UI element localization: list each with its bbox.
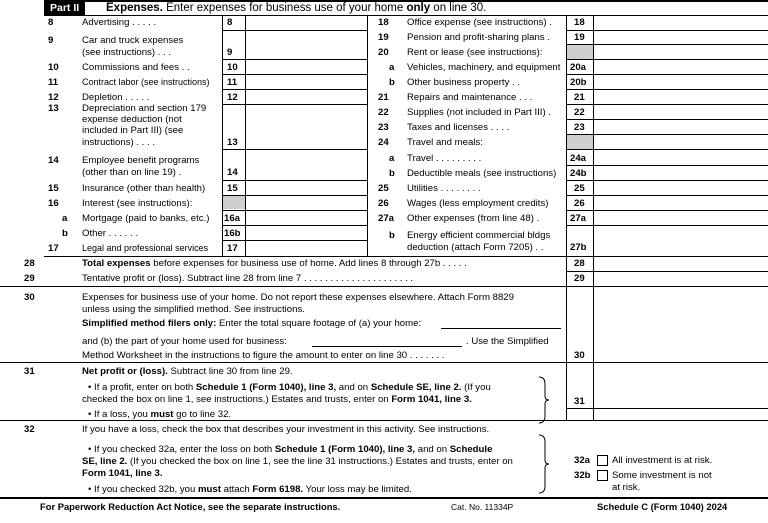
line-30-text3	[82, 318, 421, 329]
line-27b-label2: deduction (attach Form 7205) . .	[407, 242, 544, 253]
line-30-text4a: and (b) the part of your home used for business:	[82, 336, 287, 347]
line-16a-box: 16a	[224, 213, 241, 224]
line-32-b2a: SE, line 2.	[82, 456, 128, 467]
option-32a-text: All investment is at risk.	[612, 455, 713, 466]
line-14-label: Employee benefit programs	[82, 155, 200, 166]
line-31-b1e: (If you	[461, 382, 491, 393]
line-24-num: 24	[378, 137, 389, 148]
line-32-b1a: • If you checked 32a, enter the loss on both	[88, 444, 275, 455]
line-32-b1b: Schedule 1 (Form 1040), line 3,	[274, 444, 416, 455]
line-20a-label: Vehicles, machinery, and equipment	[407, 62, 561, 73]
line-27b-label: Energy efficient commercial bldgs	[407, 230, 551, 241]
line-29-box: 29	[574, 273, 585, 284]
line-22-num: 22	[378, 107, 389, 118]
part-title-b: on line 30.	[430, 2, 487, 14]
line-16b-num: b	[62, 228, 68, 239]
line-24b-box: 24b	[570, 168, 587, 179]
line-27a-label: Other expenses (from line 48) .	[407, 213, 540, 224]
line-23-label: Taxes and licenses . . . .	[407, 122, 510, 133]
line-25-box: 25	[574, 183, 585, 194]
checkbox-32a[interactable]	[597, 455, 608, 466]
line-27b-num: b	[389, 230, 395, 241]
line-29-label: Tentative profit or (loss). Subtract line 28 from line 7 . . . . . . . . . . . . . . . . . . . . .	[82, 273, 414, 284]
line-22-box: 22	[574, 107, 585, 118]
line-24-label: Travel and meals:	[407, 137, 483, 148]
line-32-b2b: (If you checked the box on line 1, see the line 31 instructions.) Estates and trusts, enter on	[127, 456, 513, 467]
line-32-b1c: and on	[415, 444, 450, 455]
line-32-bullet1	[88, 444, 492, 455]
line-31-b3b: must	[150, 409, 174, 420]
line-9-label: Car and truck expenses	[82, 35, 184, 46]
line-32-b1d: Schedule	[449, 444, 493, 455]
line-24b-num: b	[389, 168, 395, 179]
checkbox-32b[interactable]	[597, 470, 608, 481]
line-12-label: Depletion . . . . .	[82, 92, 150, 103]
line-10-num: 10	[48, 62, 59, 73]
line-30-num: 30	[24, 292, 35, 303]
line-9-label2: (see instructions) . . .	[82, 47, 172, 58]
line-13-label3: included in Part III) (see	[82, 125, 184, 136]
line-17-label: Legal and professional services	[82, 243, 209, 253]
footer-notice: For Paperwork Reduction Act Notice, see the separate instructions.	[40, 501, 341, 512]
line-14-num: 14	[48, 155, 59, 166]
line-25-label: Utilities . . . . . . . .	[407, 183, 481, 194]
option-32b-text1: Some investment is not	[612, 470, 712, 481]
footer-cat-no: Cat. No. 11334P	[451, 502, 514, 512]
part-badge: Part II	[44, 1, 85, 15]
line-17-num: 17	[48, 243, 59, 254]
line-27a-box: 27a	[570, 213, 587, 224]
line-13-num: 13	[48, 103, 59, 114]
line-18-num: 18	[378, 17, 389, 28]
line-16b-label: Other . . . . . .	[82, 228, 138, 239]
line-30-text3-rest: Enter the total square footage of (a) your home:	[216, 318, 422, 329]
line-8-label: Advertising . . . . .	[82, 17, 157, 28]
line-32-bullet1-cont2: Form 1041, line 3.	[82, 468, 163, 479]
line-31-box: 31	[574, 396, 585, 407]
option-32a-label: 32a	[574, 455, 591, 466]
line-31-b3c: go to line 32.	[173, 409, 232, 420]
line-21-num: 21	[378, 92, 389, 103]
line-24a-label: Travel . . . . . . . . .	[407, 153, 482, 164]
line-31-b1c: and on	[336, 382, 371, 393]
line-31-b3a: • If a loss, you	[88, 409, 151, 420]
line-16-num: 16	[48, 198, 59, 209]
line-32-text1: If you have a loss, check the box that describes your investment in this activity. See instructions.	[82, 424, 490, 435]
line-19-label: Pension and profit-sharing plans .	[407, 32, 550, 43]
line-28-label-rest: before expenses for business use of home. Add lines 8 through 27b . . . . .	[150, 258, 467, 269]
line-32-b4e: Your loss may be limited.	[303, 484, 412, 495]
line-19-box: 19	[574, 32, 585, 43]
line-12-box: 12	[227, 92, 238, 103]
line-15-box: 15	[227, 183, 238, 194]
line-20b-label: Other business property . .	[407, 77, 521, 88]
line-31-b1a: • If a profit, enter on both	[88, 382, 196, 393]
line-31-bullet1-cont	[82, 394, 472, 405]
line-13-label2: expense deduction (not	[82, 114, 182, 125]
line-8-box: 8	[227, 17, 233, 28]
line-31-b2a: checked the box on line 1, see instructions.) Estates and trusts, enter on	[82, 394, 392, 405]
line-11-label: Contract labor (see instructions)	[82, 77, 210, 87]
line-26-label: Wages (less employment credits)	[407, 198, 549, 209]
line-16-label: Interest (see instructions):	[82, 198, 193, 209]
line-32-brace-icon	[536, 434, 550, 494]
line-11-box: 11	[227, 77, 238, 88]
line-21-label: Repairs and maintenance . . .	[407, 92, 533, 103]
line-20a-num: a	[389, 62, 395, 73]
line-20-num: 20	[378, 47, 389, 58]
line-32-b4b: must	[198, 484, 221, 495]
line-28-label-bold: Total expenses	[82, 258, 151, 269]
line-23-box: 23	[574, 122, 585, 133]
line-30-box: 30	[574, 350, 585, 361]
part-title-only: only	[406, 2, 431, 14]
line-32-num: 32	[24, 424, 35, 435]
line-31-text1-bold: Net profit or (loss).	[82, 366, 168, 377]
line-16b-box: 16b	[224, 228, 241, 239]
line-15-num: 15	[48, 183, 59, 194]
line-31-bullet2	[88, 409, 231, 420]
line-31-text1-rest: Subtract line 30 from line 29.	[167, 366, 293, 377]
line-31-b1b: Schedule 1 (Form 1040), line 3,	[195, 382, 337, 393]
line-32-b4d: Form 6198.	[252, 484, 304, 495]
line-30-text1: Expenses for business use of your home. Do not report these expenses elsewhere. Attach Form 8829	[82, 292, 514, 303]
line-30-text2: unless using the simplified method. See instructions.	[82, 304, 305, 315]
line-18-box: 18	[574, 17, 585, 28]
line-31-b2b: Form 1041, line 3.	[391, 394, 472, 405]
line-15-label: Insurance (other than health)	[82, 183, 206, 194]
line-31-num: 31	[24, 366, 35, 377]
line-9-box: 9	[227, 47, 233, 58]
line-10-label: Commissions and fees . .	[82, 62, 190, 73]
footer-form-name: Schedule C (Form 1040) 2024	[597, 501, 728, 512]
line-28-label	[82, 258, 467, 269]
line-23-num: 23	[378, 122, 389, 133]
line-8-num: 8	[48, 17, 54, 28]
line-32-bullet1-cont	[82, 456, 513, 467]
line-31-b1d: Schedule SE, line 2.	[370, 382, 462, 393]
line-19-num: 19	[378, 32, 389, 43]
line-32-bullet2	[88, 484, 412, 495]
line-26-box: 26	[574, 198, 585, 209]
line-16a-label: Mortgage (paid to banks, etc.)	[82, 213, 210, 224]
business-sqft-field[interactable]	[312, 346, 462, 347]
line-30-text4b: . Use the Simplified	[466, 336, 549, 347]
line-20-label: Rent or lease (see instructions):	[407, 47, 543, 58]
line-13-label: Depreciation and section 179	[82, 103, 207, 114]
home-sqft-field[interactable]	[441, 328, 561, 329]
line-27a-num: 27a	[378, 213, 395, 224]
line-16a-num: a	[62, 213, 68, 224]
line-30-text5: Method Worksheet in the instructions to figure the amount to enter on line 30 . . . . . . .	[82, 350, 445, 361]
option-32b-text2: at risk.	[612, 482, 641, 493]
line-27b-box: 27b	[570, 242, 587, 253]
line-31-bullet1	[88, 382, 491, 393]
line-18-label: Office expense (see instructions) .	[407, 17, 552, 28]
line-31-brace-icon	[536, 376, 550, 424]
line-28-num: 28	[24, 258, 35, 269]
line-31-text1	[82, 366, 293, 377]
part-title	[106, 1, 486, 15]
line-26-num: 26	[378, 198, 389, 209]
line-11-num: 11	[48, 77, 59, 88]
line-30-text3-bold: Simplified method filers only:	[82, 318, 217, 329]
line-32-b4a: • If you checked 32b, you	[88, 484, 199, 495]
line-17-box: 17	[227, 243, 238, 254]
line-13-box: 13	[227, 137, 238, 148]
line-22-label: Supplies (not included in Part III) .	[407, 107, 551, 118]
part-title-bold: Expenses.	[106, 2, 163, 14]
line-24b-label: Deductible meals (see instructions)	[407, 168, 557, 179]
line-14-label2: (other than on line 19) .	[82, 167, 182, 178]
line-25-num: 25	[378, 183, 389, 194]
line-32-b4c: attach	[220, 484, 253, 495]
line-12-num: 12	[48, 92, 59, 103]
line-13-label4: instructions) . . . .	[82, 137, 156, 148]
line-24a-box: 24a	[570, 153, 587, 164]
line-29-num: 29	[24, 273, 35, 284]
line-21-box: 21	[574, 92, 585, 103]
line-24a-num: a	[389, 153, 395, 164]
line-20b-box: 20b	[570, 77, 587, 88]
line-14-box: 14	[227, 167, 238, 178]
line-28-box: 28	[574, 258, 585, 269]
line-20b-num: b	[389, 77, 395, 88]
line-10-box: 10	[227, 62, 238, 73]
part-title-a: Enter expenses for business use of your home	[166, 2, 407, 14]
option-32b-label: 32b	[574, 470, 591, 481]
line-9-num: 9	[48, 35, 54, 46]
line-20a-box: 20a	[570, 62, 587, 73]
